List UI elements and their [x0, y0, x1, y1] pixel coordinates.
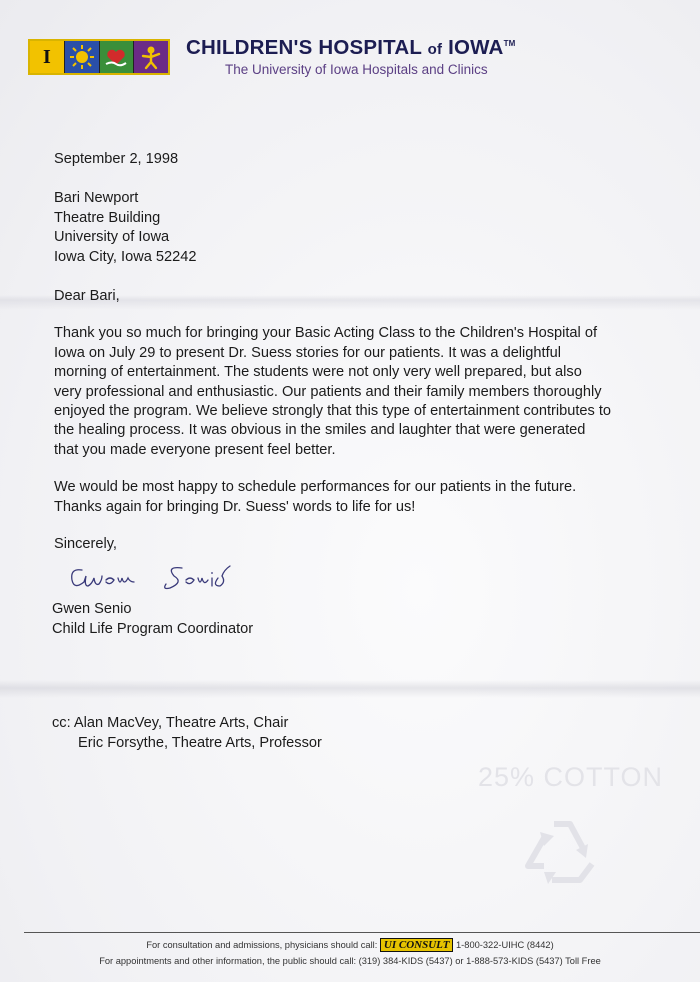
cc-line: cc: Alan MacVey, Theatre Arts, Chair	[52, 715, 289, 731]
footer-line-physicians	[0, 937, 700, 953]
handwritten-signature	[62, 556, 242, 601]
child-figure-icon	[134, 41, 168, 73]
recycle-icon	[514, 808, 610, 893]
address-line: University of Iowa	[54, 229, 170, 246]
hospital-name-state: IOWA	[448, 36, 504, 59]
paragraph-line: Thanks again for bringing Dr. Suess' words to life for us!	[54, 498, 416, 515]
hospital-name-of: of	[427, 41, 443, 58]
hospital-name	[186, 36, 516, 60]
salutation: Dear Bari,	[54, 288, 120, 305]
address-line: Theatre Building	[54, 209, 161, 226]
paragraph-future	[54, 478, 654, 517]
sun-icon	[65, 41, 100, 73]
paragraph-line: enjoyed the program. We believe strongly that this type of entertainment contributes to	[54, 403, 612, 420]
paragraph-line: the healing process. It was obvious in the smiles and laughter that were generated	[54, 422, 586, 439]
paragraph-line: morning of entertainment. The students were not only very well prepared, but also	[54, 364, 582, 381]
letterhead-footer	[0, 937, 700, 969]
paragraph-line: very professional and enthusiastic. Our patients and their family members thoroughly	[54, 383, 602, 400]
logo-letter: I	[42, 45, 51, 68]
signer-title: Child Life Program Coordinator	[52, 621, 254, 637]
paragraph-line: that you made everyone present feel better.	[54, 441, 336, 458]
recipient-address	[54, 189, 654, 267]
footer-physicians-phone: 1-800-322-UIHC (8442)	[456, 940, 554, 950]
paragraph-line: Thank you so much for bringing your Basic Acting Class to the Children's Hospital of	[54, 325, 598, 342]
paragraph-line: Iowa on July 29 to present Dr. Suess stories for our patients. It was a delightful	[54, 344, 561, 361]
footer-line-public: For appointments and other information, the public should call: (319) 384-KIDS (5437) or 1-888-573-KIDS (5437) Toll Free	[99, 956, 601, 966]
address-line: Bari Newport	[54, 190, 139, 207]
letter-body	[54, 150, 654, 555]
heart-hand-icon	[100, 41, 135, 73]
footer-physicians-text: For consultation and admissions, physicians should call:	[146, 940, 378, 950]
letter-date: September 2, 1998	[54, 151, 179, 167]
paper-watermark: 25% COTTON	[478, 762, 664, 792]
paragraph-thanks	[54, 324, 654, 460]
hospital-subtitle: The University of Iowa Hospitals and Clinics	[225, 62, 488, 77]
signer-block	[52, 599, 253, 639]
footer-divider	[24, 932, 700, 933]
trademark-mark: TM	[503, 39, 516, 49]
paragraph-line: We would be most happy to schedule performances for our patients in the future.	[54, 479, 577, 496]
signer-name: Gwen Senio	[52, 601, 132, 617]
cc-block	[52, 713, 322, 753]
cc-line: Eric Forsythe, Theatre Arts, Professor	[78, 735, 322, 751]
address-line: Iowa City, Iowa 52242	[54, 248, 197, 265]
hospital-logo	[28, 39, 170, 75]
ui-consult-logo: UI CONSULT	[380, 938, 454, 952]
logo-letter-tile	[30, 41, 65, 73]
closing: Sincerely,	[54, 536, 117, 553]
hospital-name-main: CHILDREN'S HOSPITAL	[186, 36, 422, 59]
